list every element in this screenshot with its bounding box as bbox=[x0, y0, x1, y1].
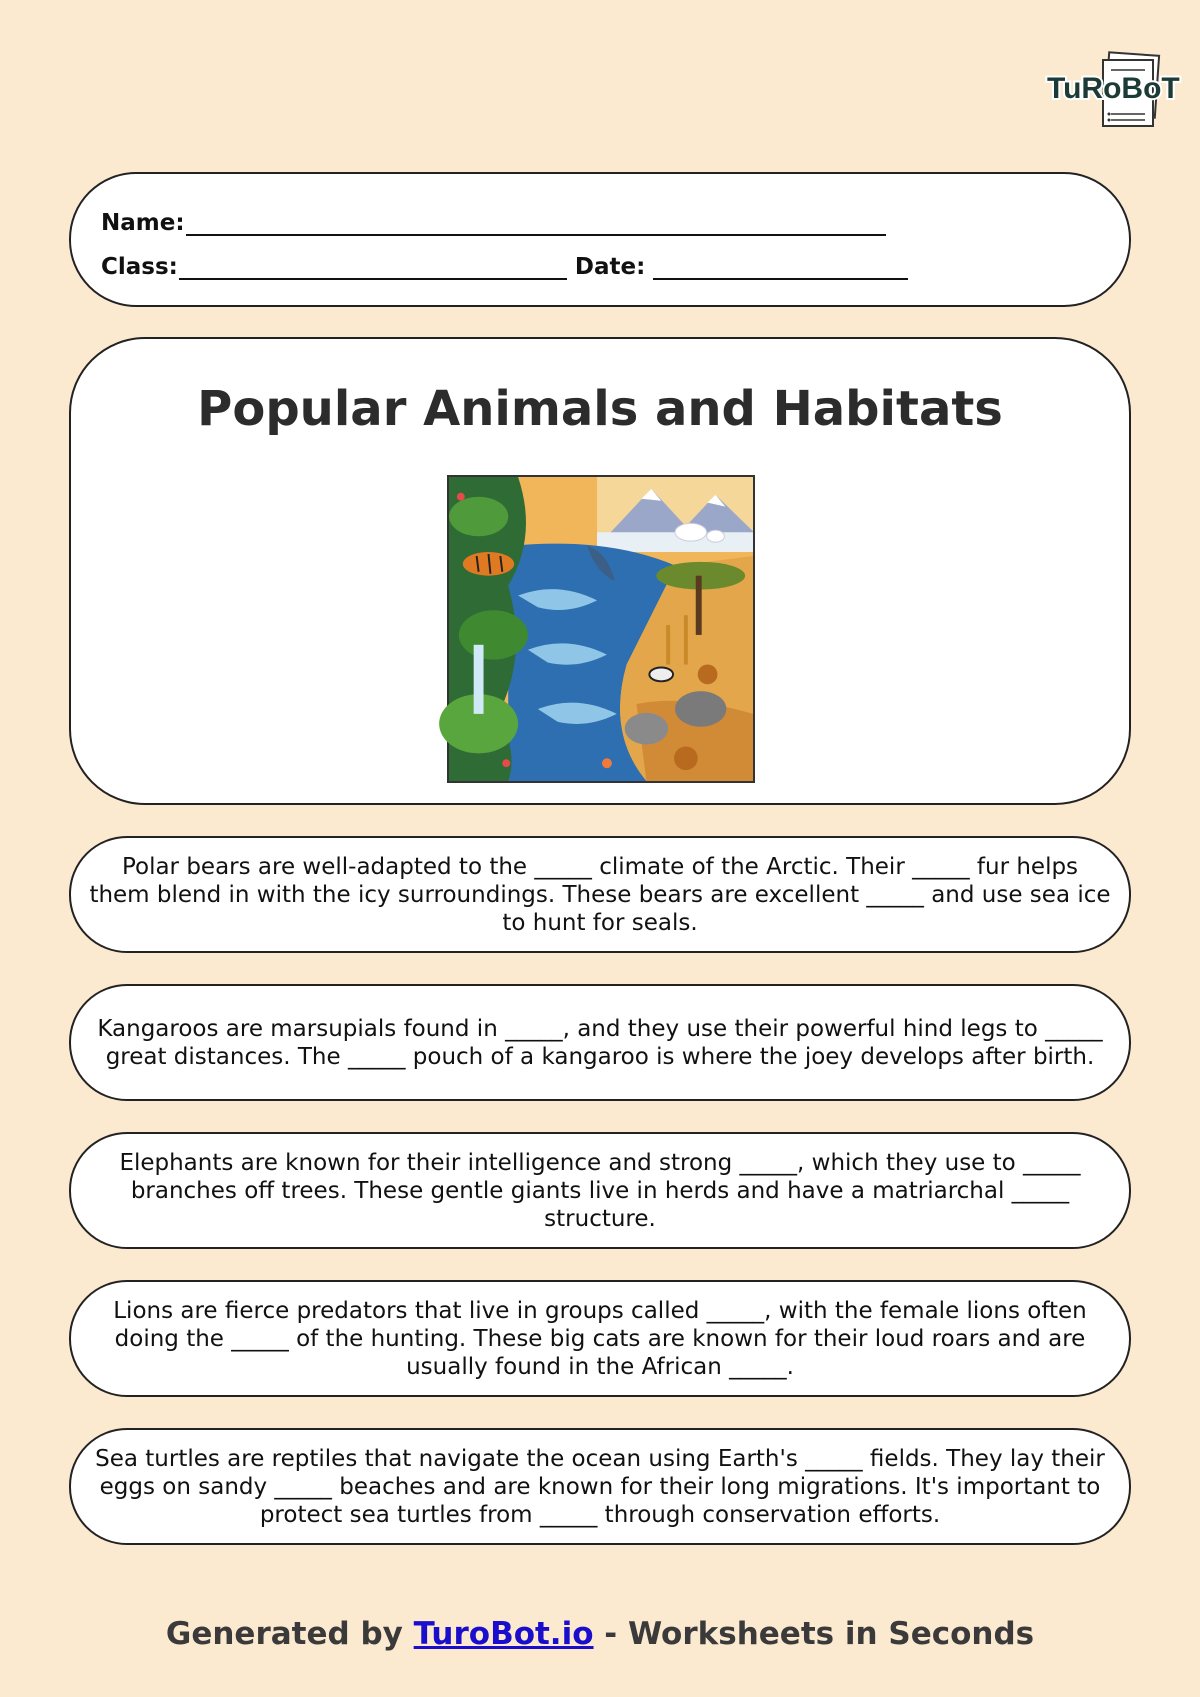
turobot-link[interactable]: TuroBot.io bbox=[413, 1616, 594, 1652]
footer-suffix: - Worksheets in Seconds bbox=[593, 1616, 1035, 1652]
question-text: Sea turtles are reptiles that navigate the ocean using Earth's _____ fields. They lay their eggs on sandy _____ beaches and are known for their long migrations. It's important to protect sea turtles from _____ through conservation efforts. bbox=[95, 1445, 1105, 1528]
name-row bbox=[101, 210, 886, 236]
footer bbox=[0, 1616, 1200, 1652]
question-text: Kangaroos are marsupials found in _____, and they use their powerful hind legs to _____ great distances. The _____ pouch of a kangaroo is where the joey develops after birth. bbox=[97, 1015, 1103, 1070]
question-card-2 bbox=[69, 984, 1131, 1101]
name-label: Name: bbox=[101, 210, 185, 236]
turobot-logo-icon bbox=[1045, 52, 1180, 138]
date-field[interactable] bbox=[653, 256, 908, 280]
class-field[interactable] bbox=[179, 256, 567, 280]
question-card-4 bbox=[69, 1280, 1131, 1397]
student-info-card bbox=[69, 172, 1131, 307]
animal-habitats-illustration-icon bbox=[447, 475, 755, 783]
question-card-3 bbox=[69, 1132, 1131, 1249]
class-label: Class: bbox=[101, 254, 178, 280]
svg-text:TuRoBoT: TuRoBoT bbox=[1047, 72, 1180, 105]
date-label: Date: bbox=[574, 254, 646, 280]
footer-prefix: Generated by bbox=[165, 1616, 414, 1652]
question-text: Lions are fierce predators that live in groups called _____, with the female lions often doing the _____ of the hunting. These big cats are known for their loud roars and are usually found in the African _____. bbox=[113, 1297, 1087, 1380]
title-card bbox=[69, 337, 1131, 805]
question-card-5 bbox=[69, 1428, 1131, 1545]
name-field[interactable] bbox=[186, 212, 886, 236]
page-title: Popular Animals and Habitats bbox=[197, 381, 1003, 437]
question-text: Elephants are known for their intelligence and strong _____, which they use to _____ branches off trees. These gentle giants live in herds and have a matriarchal _____ structure. bbox=[119, 1149, 1081, 1232]
question-text: Polar bears are well-adapted to the _____ climate of the Arctic. Their _____ fur helps them blend in with the icy surroundings. These bears are excellent _____ and use sea ice to hunt for seals. bbox=[89, 853, 1111, 936]
question-card-1 bbox=[69, 836, 1131, 953]
class-date-row bbox=[101, 254, 908, 280]
